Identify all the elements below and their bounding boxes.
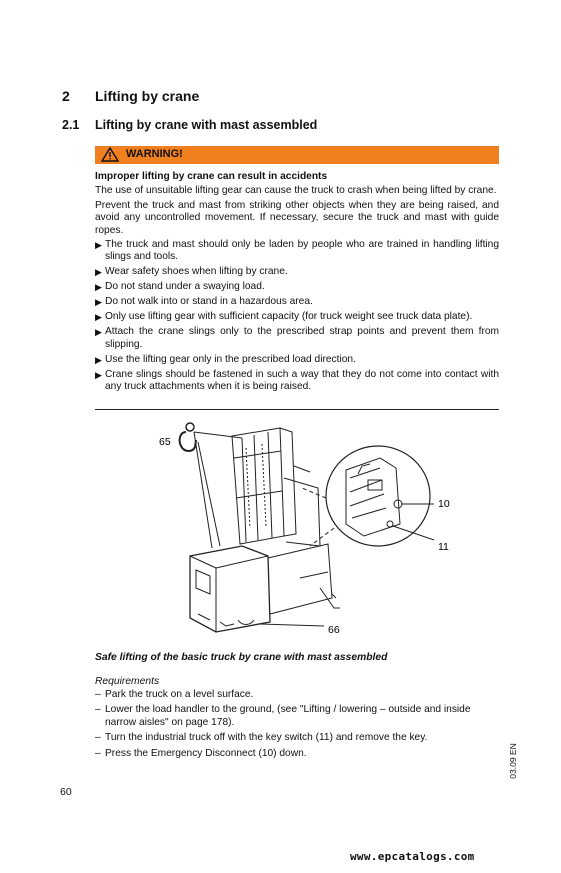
list-item: – Lower the load handler to the ground, (see "Lifting / lowering – outside and inside narrow aisles" on page 178). xyxy=(95,704,471,728)
subsection-title: Lifting by crane with mast assembled xyxy=(95,118,318,132)
list-item: ▶ Do not stand under a swaying load. xyxy=(95,281,265,293)
list-item: ▶ Attach the crane slings only to the prescribed strap points and prevent them from slipping. xyxy=(95,326,499,350)
warning-end-rule xyxy=(95,409,499,410)
list-item: ▶ Do not walk into or stand in a hazardous area. xyxy=(95,296,313,308)
bullet-arrow-icon: ▶ xyxy=(95,369,102,380)
warning-triangle-icon xyxy=(101,147,119,162)
warning-bullet-list xyxy=(95,239,499,394)
edition-note: 03.09 EN xyxy=(508,743,518,779)
label-key-switch: 11 xyxy=(438,541,449,553)
requirements-list xyxy=(95,689,499,763)
list-item: – Press the Emergency Disconnect (10) down. xyxy=(95,747,307,759)
footer-url: www.epcatalogs.com xyxy=(350,850,475,863)
label-emergency-disconnect: 10 xyxy=(438,498,450,510)
page-number: 60 xyxy=(60,786,72,798)
section-number: 2 xyxy=(62,88,70,104)
list-item: ▶ Only use lifting gear with sufficient capacity (for truck weight see truck data plate). xyxy=(95,311,473,323)
bullet-arrow-icon: ▶ xyxy=(95,354,102,365)
warning-paragraph: The use of unsuitable lifting gear can cause the truck to crash when being lifted by crane. xyxy=(95,185,497,197)
bullet-arrow-icon: ▶ xyxy=(95,327,102,338)
list-item: – Turn the industrial truck off with the key switch (11) and remove the key. xyxy=(95,732,428,744)
list-item: ▶ The truck and mast should only be laden by people who are trained in handling lifting slings and tools. xyxy=(95,239,499,263)
section-title: Lifting by crane xyxy=(95,88,200,104)
bullet-arrow-icon: ▶ xyxy=(95,297,102,308)
bullet-arrow-icon: ▶ xyxy=(95,312,102,323)
subsection-number: 2.1 xyxy=(62,118,80,132)
bullet-arrow-icon: ▶ xyxy=(95,240,102,251)
warning-label: WARNING! xyxy=(126,148,183,160)
warning-heading: Improper lifting by crane can result in accidents xyxy=(95,171,328,182)
label-strap-point: 66 xyxy=(328,624,340,636)
requirements-title: Requirements xyxy=(95,676,160,687)
truck-crane-illustration xyxy=(150,418,480,643)
bullet-arrow-icon: ▶ xyxy=(95,282,102,293)
bullet-arrow-icon: ▶ xyxy=(95,267,102,278)
list-item: ▶ Use the lifting gear only in the prescribed load direction. xyxy=(95,353,356,365)
list-item: ▶ Wear safety shoes when lifting by crane. xyxy=(95,266,288,278)
label-hook: 65 xyxy=(159,436,171,448)
list-item: ▶ Crane slings should be fastened in such a way that they do not come into contact with any truck attachments when it is being raised. xyxy=(95,368,499,393)
warning-body xyxy=(95,171,499,396)
figure-caption: Safe lifting of the basic truck by crane with mast assembled xyxy=(95,652,388,663)
warning-bar xyxy=(95,146,499,164)
list-item: – Park the truck on a level surface. xyxy=(95,689,254,700)
warning-paragraph: Prevent the truck and mast from striking other objects when they are being raised, and avoid any uncontrolled movement. If necessary, secure the truck and mast with guide ropes. xyxy=(95,199,499,236)
